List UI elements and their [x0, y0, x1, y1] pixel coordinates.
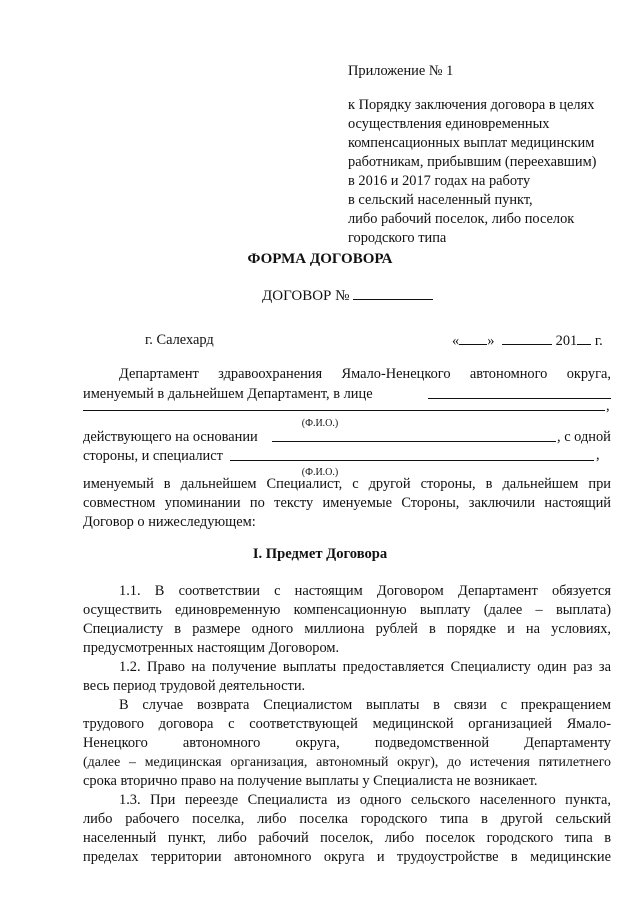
parties-line-6: именуемый в дальнейшем Специалист, с другой стороны, в дальнейшем при — [83, 476, 611, 492]
paragraph-line: срока вторично право на получение выплаты у Специалиста не возникает. — [83, 773, 538, 789]
paragraph-line: В случае возврата Специалистом выплаты в связи с прекращением — [119, 697, 611, 713]
paragraph-line: населенный пункт, либо рабочий поселок, либо поселок городского типа в — [83, 830, 611, 846]
parties-line-4-end: , с одной — [557, 429, 611, 445]
year-blank[interactable] — [577, 331, 591, 345]
paragraph-1-2 — [83, 658, 611, 696]
purpose-line: компенсационных выплат медицинским — [348, 135, 595, 151]
purpose-line: городского типа — [348, 230, 447, 246]
parties-line-2: именуемый в дальнейшем Департамент, в лице — [83, 386, 373, 402]
contract-number — [262, 285, 433, 306]
parties-line-8: Договор о нижеследующем: — [83, 514, 256, 530]
purpose-line: либо рабочий поселок, либо поселок — [348, 211, 575, 227]
section-title: I. Предмет Договора — [252, 546, 388, 562]
fio-caption: (Ф.И.О.) — [301, 418, 339, 429]
representative-blank[interactable] — [428, 398, 611, 399]
parties-line-5-start: стороны, и специалист — [83, 448, 223, 464]
purpose-line: к Порядку заключения договора в целях — [348, 97, 595, 113]
paragraph-line: Специалисту в размере одного миллиона рублей в порядке и на условиях, — [83, 621, 611, 637]
paragraph-line: предусмотренных настоящим Договором. — [83, 640, 340, 656]
comma: , — [596, 447, 600, 463]
appendix-number: Приложение № 1 — [348, 63, 454, 79]
contract-date — [452, 331, 603, 351]
paragraph-line: трудового договора с соответствующей медицинской организацией Ямало- — [83, 716, 611, 732]
fio-caption: (Ф.И.О.) — [301, 467, 339, 478]
form-title: ФОРМА ДОГОВОРА — [247, 251, 393, 267]
purpose-line: в сельский населенный пункт, — [348, 192, 533, 208]
paragraph-line: осуществить единовременную компенсационную выплату (далее – выплата) — [83, 602, 611, 618]
purpose-line: работникам, прибывшим (переехавшим) — [348, 154, 597, 170]
month-blank[interactable] — [502, 331, 552, 345]
paragraph-line: Ненецкого автономного округа, подведомственной Департаменту — [83, 735, 611, 751]
paragraph-line: 1.2. Право на получение выплаты предоставляется Специалисту один раз за — [119, 659, 611, 675]
paragraph-1-1 — [83, 582, 611, 658]
city: г. Салехард — [145, 332, 214, 348]
date-open-quote: « — [452, 333, 460, 349]
paragraph-line: 1.3. При переезде Специалиста из одного сельского населенного пункта, — [119, 792, 611, 808]
basis-blank[interactable] — [272, 441, 556, 442]
purpose-line: осуществления единовременных — [348, 116, 550, 132]
parties-line-4-start: действующего на основании — [83, 429, 258, 445]
paragraph-line: 1.1. В соответствии с настоящим Договором Департамент обязуется — [119, 583, 611, 599]
specialist-blank[interactable] — [230, 460, 594, 461]
representative-fio-blank[interactable] — [83, 410, 605, 411]
parties-line-7: совместном упоминании по тексту именуемые Стороны, заключили настоящий — [83, 495, 611, 511]
comma: , — [606, 398, 610, 414]
appendix-purpose — [348, 96, 620, 248]
paragraph-1-3 — [83, 791, 611, 867]
date-close-quote: » — [487, 333, 495, 349]
contract-number-blank[interactable] — [353, 285, 433, 300]
paragraph-line: либо рабочего поселка, либо поселка городского типа в другой сельский — [83, 811, 611, 827]
year-prefix: 201 — [555, 333, 578, 349]
paragraph-return — [83, 696, 611, 791]
paragraph-line: (далее – медицинская организация, автономный округ), до истечения пятилетнего — [83, 755, 611, 770]
contract-label: ДОГОВОР № — [262, 288, 350, 304]
year-suffix: г. — [591, 333, 603, 349]
purpose-line: в 2016 и 2017 годах на работу — [348, 173, 531, 189]
paragraph-line: весь период трудовой деятельности. — [83, 678, 306, 694]
day-blank[interactable] — [459, 331, 487, 345]
parties-line-1: Департамент здравоохранения Ямало-Ненецкого автономного округа, — [119, 366, 611, 382]
paragraph-line: пределах территории автономного округа и трудоустройстве в медицинские — [83, 849, 611, 865]
